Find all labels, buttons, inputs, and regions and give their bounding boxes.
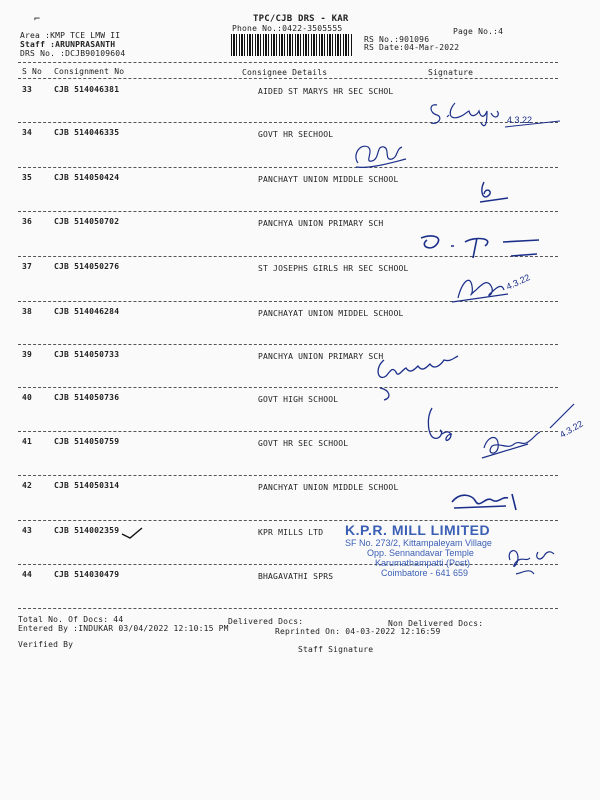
- stamp-line-4: Coimbatore - 641 659: [381, 568, 469, 578]
- row-consignment-no: CJB 514030479: [54, 570, 120, 579]
- reprinted-on: Reprinted On: 04-03-2022 12:16:59: [275, 627, 441, 636]
- row-divider: [18, 344, 558, 345]
- row-consignment-no: CJB 514050276: [54, 262, 120, 271]
- row-consignee: PANCHYAT UNION MIDDLE SCHOOL: [258, 483, 399, 492]
- row-consignee: AIDED ST MARYS HR SEC SCHOL: [258, 87, 394, 96]
- row-sno: 36: [22, 217, 33, 226]
- area-label: Area :KMP TCE LMW II: [20, 31, 121, 40]
- barcode: [231, 34, 353, 56]
- row-divider: [18, 431, 558, 432]
- col-sno: S No: [22, 67, 43, 76]
- row-consignee: PANCHYA UNION PRIMARY SCH: [258, 352, 384, 361]
- col-signature: Signature: [428, 68, 474, 77]
- row-consignment-no: CJB 514050733: [54, 350, 120, 359]
- non-delivered-docs: Non Delivered Docs:: [388, 619, 484, 628]
- row-sno: 33: [22, 85, 33, 94]
- drs-number: DRS No. :DCJB90109604: [20, 49, 126, 58]
- row-consignment-no: CJB 514050759: [54, 437, 120, 446]
- rs-date: RS Date:04-Mar-2022: [364, 43, 460, 52]
- row-consignee: PANCHAYAT UNION MIDDEL SCHOOL: [258, 309, 404, 318]
- signature-43: [500, 532, 580, 582]
- row-consignment-no: CJB 514046381: [54, 85, 120, 94]
- signature-41b: [478, 398, 598, 468]
- delivered-docs: Delivered Docs:: [228, 617, 304, 626]
- stamp-line-3: Karumathampatti (Post): [375, 558, 471, 568]
- col-consignee: Consignee Details: [242, 68, 328, 77]
- rs-number: RS No.:901096: [364, 35, 430, 44]
- row-sno: 43: [22, 526, 33, 535]
- company-stamp: [345, 522, 492, 578]
- row-sno: 37: [22, 262, 33, 271]
- row-consignment-no: CJB 514050702: [54, 217, 120, 226]
- svg-text:4.3.22: 4.3.22: [507, 115, 533, 125]
- page-number: Page No.:4: [453, 27, 504, 36]
- row-consignee: ST JOSEPHS GIRLS HR SEC SCHOOL: [258, 264, 409, 273]
- phone-number: Phone No.:0422-3505555: [232, 24, 343, 33]
- stamp-line-1: SF No. 273/2, Kittampaleyam Village: [345, 538, 492, 548]
- signature-37: [448, 268, 558, 308]
- row-divider: [18, 167, 558, 168]
- row-sno: 39: [22, 350, 33, 359]
- staff-label: Staff :ARUNPRASANTH: [20, 40, 116, 49]
- verified-by: Verified By: [18, 640, 74, 649]
- document-title: TPC/CJB DRS - KAR: [253, 14, 349, 24]
- stamp-name: K.P.R. MILL LIMITED: [345, 522, 491, 538]
- header-divider: [18, 62, 558, 63]
- row-sno: 44: [22, 570, 33, 579]
- row-divider: [18, 520, 558, 521]
- signature-35: [470, 178, 520, 208]
- row-sno: 40: [22, 393, 33, 402]
- row-consignment-no: CJB 514046284: [54, 307, 120, 316]
- row-consignee: GOVT HIGH SCHOOL: [258, 395, 339, 404]
- svg-text:4.3.22: 4.3.22: [504, 272, 532, 292]
- row-consignee: BHAGAVATHI SPRS: [258, 572, 334, 581]
- row-consignment-no: CJB 514046335: [54, 128, 120, 137]
- signature-42: [446, 488, 526, 518]
- svg-text:4.3.22: 4.3.22: [558, 418, 585, 440]
- row-sno: 42: [22, 481, 33, 490]
- row-consignee: KPR MILLS LTD: [258, 528, 324, 537]
- col-consignment: Consignment No: [54, 67, 125, 76]
- row-consignment-no: CJB 514002359: [54, 526, 120, 535]
- row-consignee: GOVT HR SEC SCHOOL: [258, 439, 349, 448]
- row-divider: [18, 211, 558, 212]
- signature-34: [350, 133, 410, 173]
- entered-by: Entered By :INDUKAR 03/04/2022 12:10:15 PM: [18, 624, 229, 633]
- signature-36: [415, 228, 545, 263]
- total-docs: Total No. Of Docs: 44: [18, 615, 124, 624]
- row-consignee: GOVT HR SECHOOL: [258, 130, 334, 139]
- signature-33: [425, 95, 565, 130]
- stamp-line-2: Opp. Sennandavar Temple: [367, 548, 474, 558]
- check-mark: [118, 524, 148, 544]
- footer-divider: [18, 608, 558, 609]
- signature-41a: [420, 404, 470, 449]
- staff-signature: Staff Signature: [298, 645, 374, 654]
- row-consignment-no: CJB 514050314: [54, 481, 120, 490]
- row-consignment-no: CJB 514050424: [54, 173, 120, 182]
- row-sno: 41: [22, 437, 33, 446]
- row-sno: 38: [22, 307, 33, 316]
- row-sno: 35: [22, 173, 33, 182]
- row-consignment-no: CJB 514050736: [54, 393, 120, 402]
- signature-39: [370, 348, 480, 408]
- row-sno: 34: [22, 128, 33, 137]
- row-consignee: PANCHAYT UNION MIDDLE SCHOOL: [258, 175, 399, 184]
- header-divider-2: [18, 78, 558, 79]
- row-divider: [18, 475, 558, 476]
- corner-mark: ⌐: [34, 14, 41, 25]
- row-consignee: PANCHYA UNION PRIMARY SCH: [258, 219, 384, 228]
